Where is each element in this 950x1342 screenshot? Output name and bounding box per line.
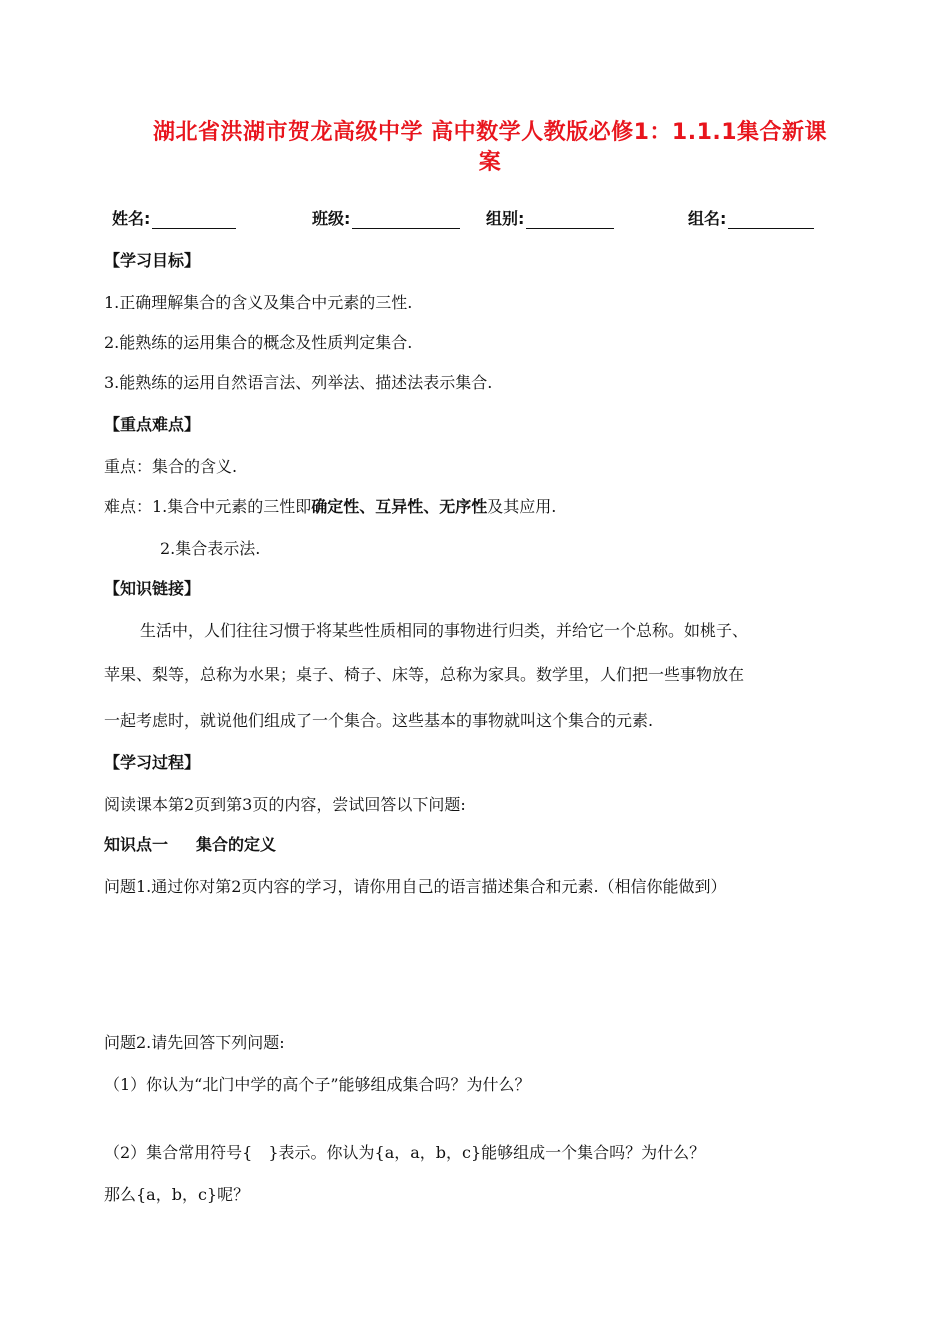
question-2-part-1: （1）你认为“北门中学的高个子”能够组成集合吗？为什么？ xyxy=(104,1075,531,1094)
knowledge-point-1 xyxy=(104,832,276,855)
group-blank[interactable] xyxy=(526,210,614,229)
team-field xyxy=(688,206,814,229)
difficulty-prefix: 难点：1.集合中元素的三性即 xyxy=(104,497,312,516)
objectives-heading: 【学习目标】 xyxy=(104,251,201,270)
objective-item-3: 3.能熟练的运用自然语言法、列举法、描述法表示集合. xyxy=(104,373,493,392)
objective-item-2: 2.能熟练的运用集合的概念及性质判定集合. xyxy=(104,333,413,352)
team-label: 组名: xyxy=(688,209,727,228)
name-label: 姓名: xyxy=(112,209,151,228)
focus-line: 重点：集合的含义. xyxy=(104,457,238,476)
link-paragraph-line-2: 苹果、梨等，总称为水果；桌子、椅子、床等，总称为家具。数学里，人们把一些事物放在 xyxy=(104,665,745,684)
link-paragraph-line-3: 一起考虑时，就说他们组成了一个集合。这些基本的事物就叫这个集合的元素. xyxy=(104,711,654,730)
question-1: 问题1.通过你对第2页内容的学习，请你用自己的语言描述集合和元素.（相信你能做到） xyxy=(104,877,727,896)
point1-label: 知识点一 xyxy=(104,835,169,854)
objective-item-1: 1.正确理解集合的含义及集合中元素的三性. xyxy=(104,293,413,312)
difficulty-line-2: 2.集合表示法. xyxy=(160,539,261,558)
group-field xyxy=(486,206,614,229)
class-blank[interactable] xyxy=(352,210,460,229)
point1-title: 集合的定义 xyxy=(196,835,277,854)
difficulty-line xyxy=(104,494,556,517)
keypoints-heading: 【重点难点】 xyxy=(104,415,201,434)
link-paragraph-line-1: 生活中，人们往往习惯于将某些性质相同的事物进行归类，并给它一个总称。如桃子、 xyxy=(140,621,749,640)
question-2: 问题2.请先回答下列问题: xyxy=(104,1033,285,1052)
question-2-part-2: （2）集合常用符号{ }表示。你认为{a，a，b，c}能够组成一个集合吗？为什么？ xyxy=(104,1143,706,1162)
class-label: 班级: xyxy=(312,209,351,228)
group-label: 组别: xyxy=(486,209,525,228)
name-field xyxy=(112,206,236,229)
team-blank[interactable] xyxy=(728,210,814,229)
student-info-fields xyxy=(0,206,950,230)
document-title xyxy=(100,118,880,178)
name-blank[interactable] xyxy=(152,210,236,229)
title-line-1: 湖北省洪湖市贺龙高级中学 高中数学人教版必修1：1.1.1集合新课 xyxy=(152,120,828,145)
title-line-2: 案 xyxy=(478,150,502,175)
difficulty-suffix: 及其应用. xyxy=(487,497,557,516)
link-heading: 【知识链接】 xyxy=(104,579,201,598)
question-2-part-3: 那么{a，b，c}呢？ xyxy=(104,1185,250,1204)
class-field xyxy=(312,206,460,229)
process-intro: 阅读课本第2页到第3页的内容，尝试回答以下问题: xyxy=(104,795,466,814)
difficulty-bold: 确定性、互异性、无序性 xyxy=(311,497,488,516)
process-heading: 【学习过程】 xyxy=(104,753,201,772)
